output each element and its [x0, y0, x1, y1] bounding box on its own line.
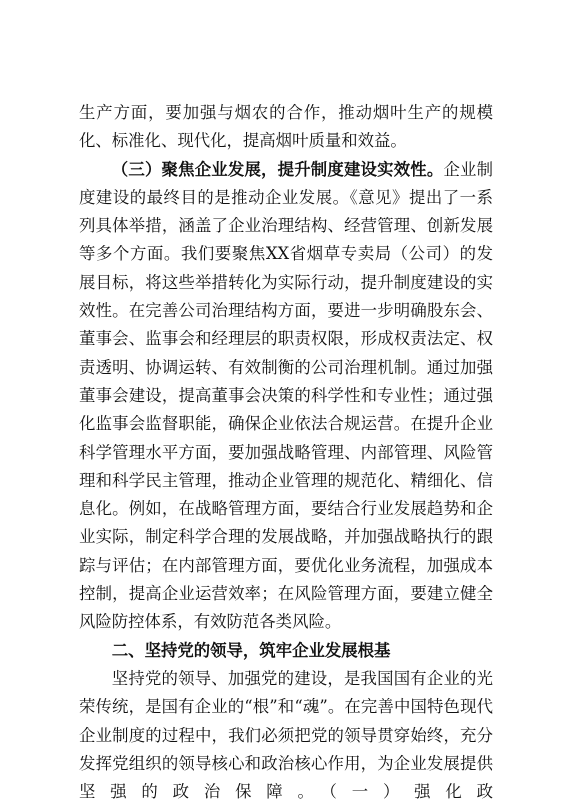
paragraph-intro [79, 99, 493, 156]
paragraph-party-leadership [79, 665, 493, 806]
paragraph-section-3 [79, 156, 493, 637]
section-3-body: 企业制度建设的最终目的是推动企业发展。《意见》提出了一系列具体举措，涵盖了企业治理结构、经营管理、创新发展等多个方面。我们要聚焦XX省烟草专卖局（公司）的发展目标，将这些举措转化为实际行动，提升制度建设的实效性。在完善公司治理结构方面，要进一步明确股东会、董事会、监事会和经理层的职责权限，形成权责法定、权责透明、协调运转、有效制衡的公司治理机制。通过加强董事会建设，提高董事会决策的科学性和专业性；通过强化监事会监督职能，确保企业依法合规运营。在提升企业科学管理水平方面，要加强战略管理、内部管理、风险管理和科学民主管理，推动企业管理的规范化、精细化、信息化。例如，在战略管理方面，要结合行业发展趋势和企业实际，制定科学合理的发展战略，并加强战略执行的跟踪与评估；在内部管理方面，要优化业务流程，加强成本控制，提高企业运营效率；在风险管理方面，要建立健全风险防控体系，有效防范各类风险。 [79, 159, 494, 632]
section-3-title: （三）聚焦企业发展，提升制度建设实效性。 [111, 159, 444, 179]
heading-2: 二、坚持党的领导，筑牢企业发展根基 [111, 640, 391, 660]
paragraph-party-text: 坚持党的领导、加强党的建设，是我国国有企业的光荣传统，是国有企业的“根”和“魂”。在完善中国特色现代企业制度的过程中，我们必须把党的领导贯穿始终，充分发挥党组织的领导核心和政治核心作用，为企业发展提供坚强的政治保障。（一）强化政 [79, 668, 493, 802]
document-body [79, 99, 493, 806]
paragraph-intro-text: 生产方面，要加强与烟农的合作，推动烟叶生产的规模化、标准化、现代化，提高烟叶质量和效益。 [79, 103, 493, 151]
